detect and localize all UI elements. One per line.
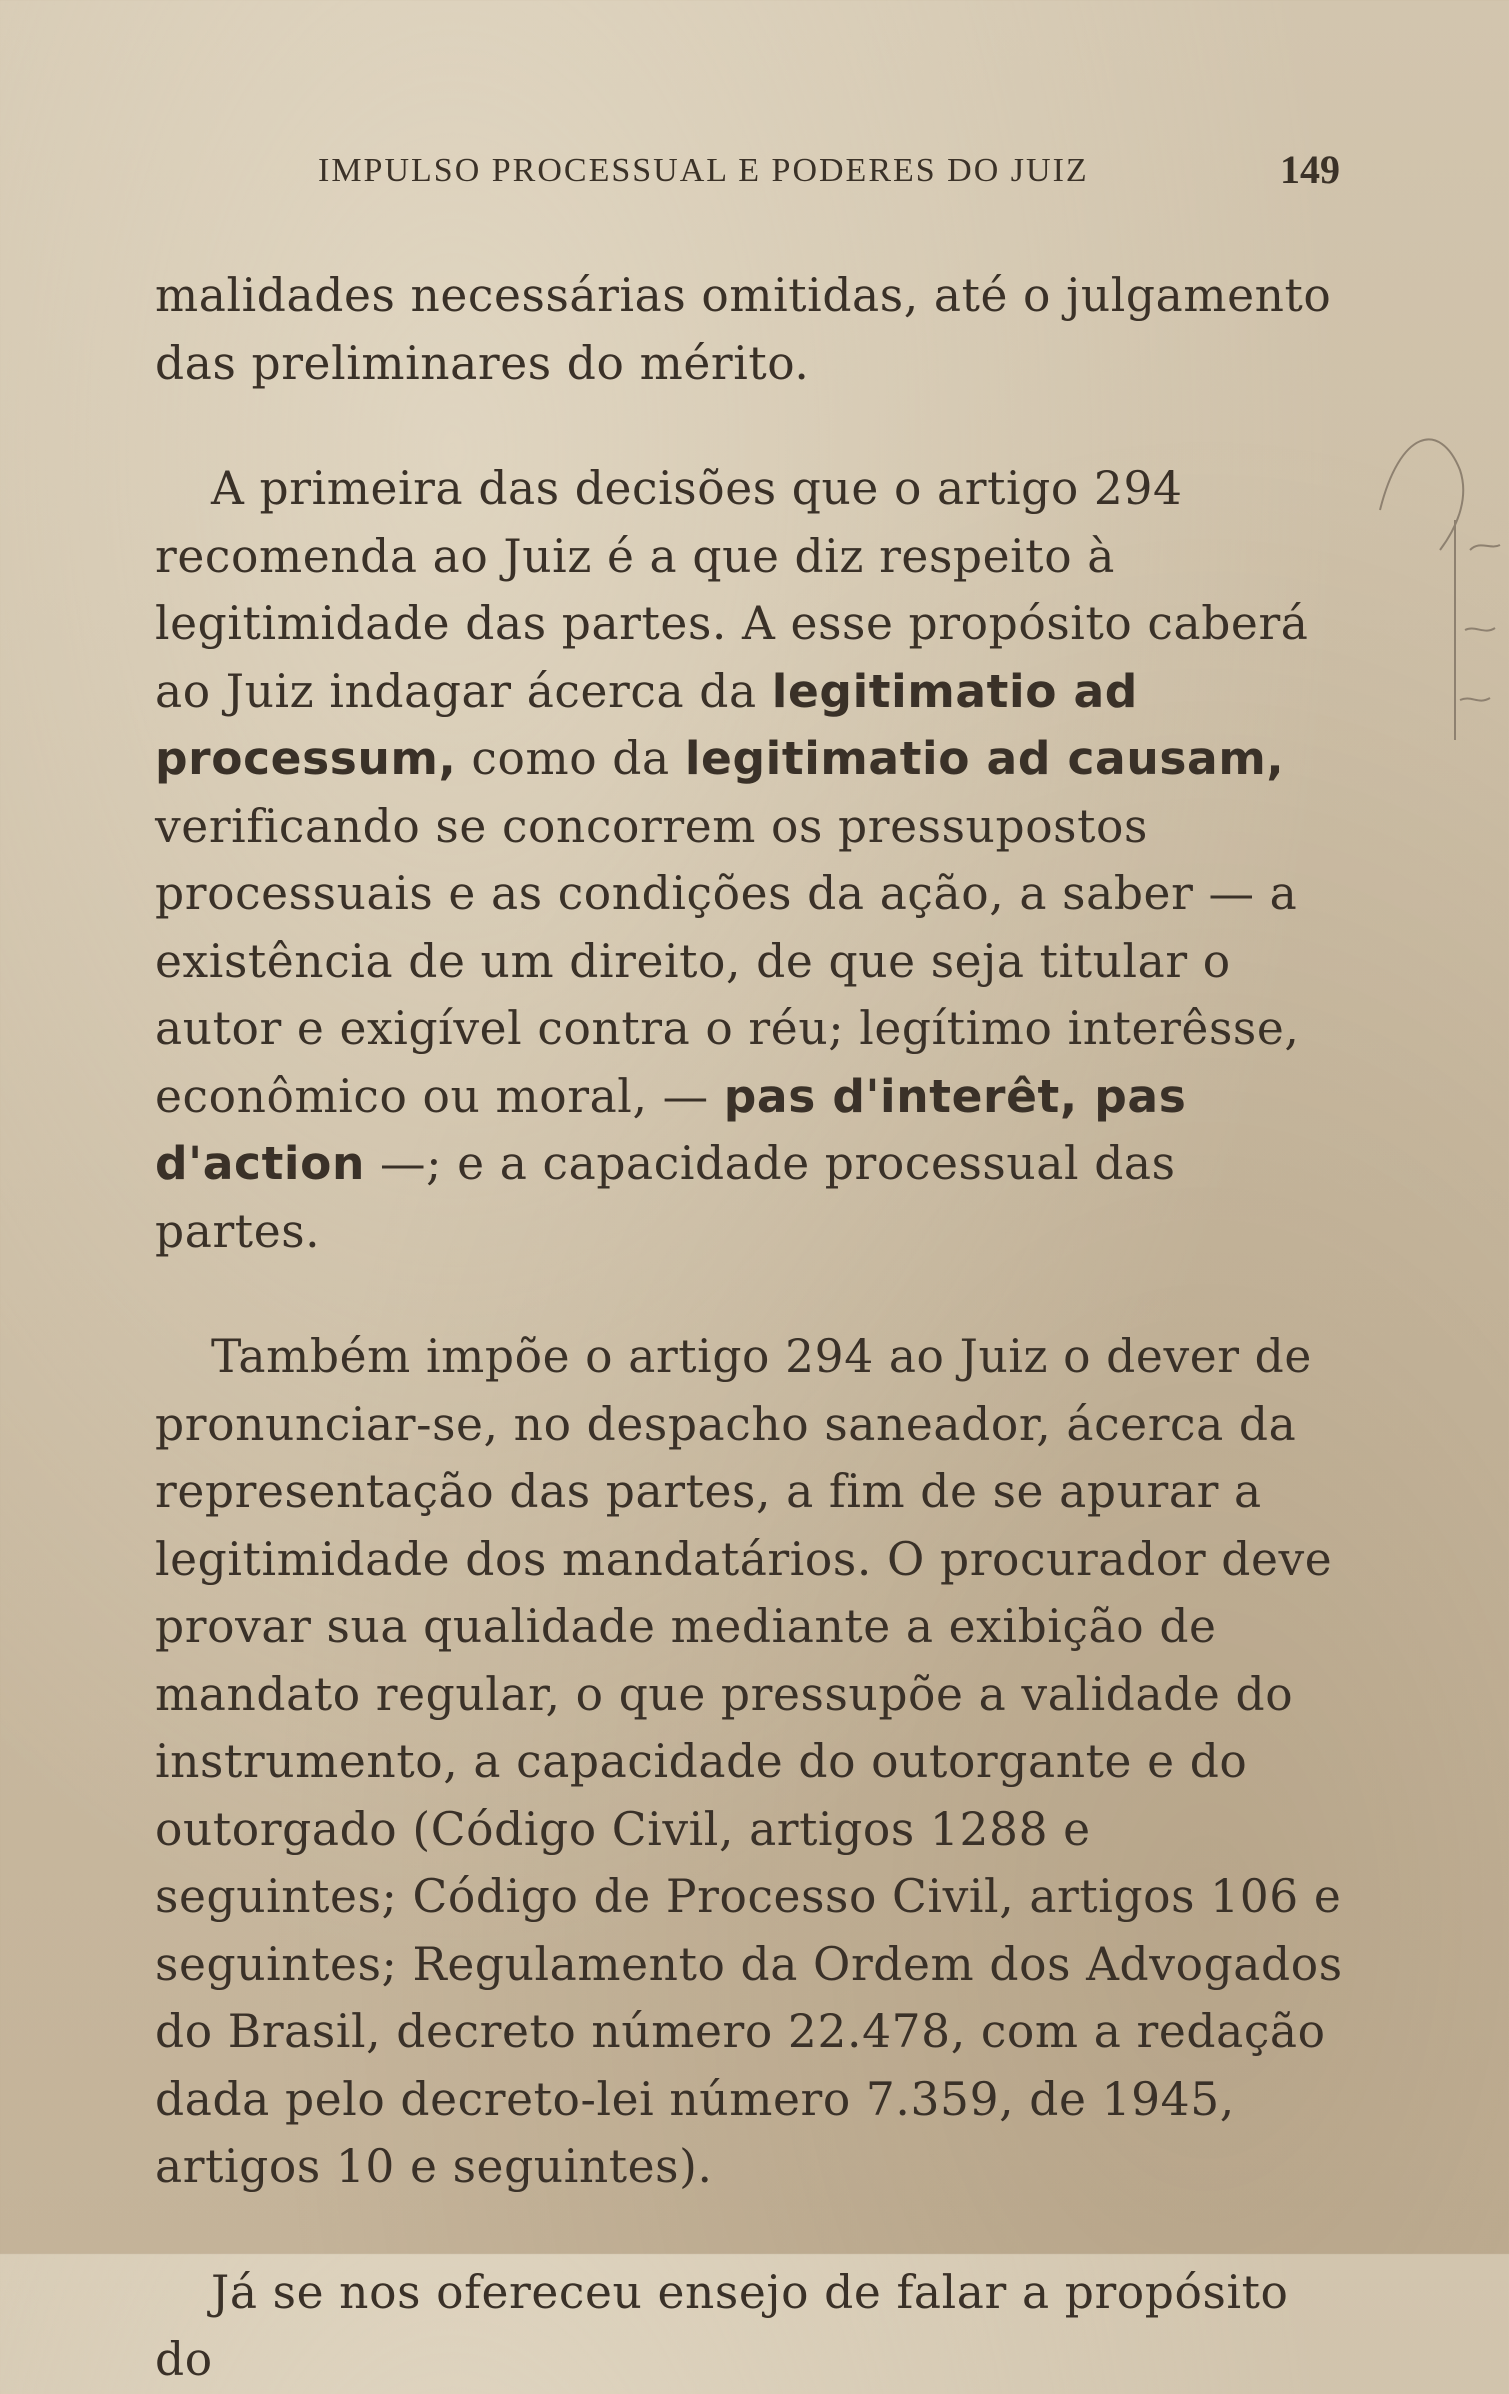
running-title: IMPULSO PROCESSUAL E PODERES DO JUIZ [318,152,1089,189]
latin-term-legitimatio-ad-causam: legitimatio ad causam, [684,732,1285,785]
paragraph-2-text-1: A primeira das decisões que o artigo 294 recomenda ao Juiz é a que diz respeito à legitimidade das partes. A esse propósito caberá ao Juiz indagar ácerca da [155,462,1309,718]
paragraph-1 [155,262,1345,397]
paragraph-4 [155,2259,1345,2394]
running-head [300,147,1350,202]
paragraph-3 [155,1323,1345,2201]
margin-pencil-marks [1360,400,1509,800]
paragraph-2 [155,455,1345,1265]
paragraph-4-text: Já se nos ofereceu ensejo de falar a propósito do [155,2265,1289,2386]
paragraph-3-text: Também impõe o artigo 294 ao Juiz o dever de pronunciar-se, no despacho saneador, ácerca da representação das partes, a fim de se apurar a legitimidade dos mandatários. O procurador deve provar sua qualidade mediante a exibição de mandato regular, o que pressupõe a validade do instrumento, a capacidade do outorgante e do outorgado (Código Civil, artigos 1288 e seguintes; Código de Processo Civil, artigos 106 e seguintes; Regulamento da Ordem dos Advogados do Brasil, decreto número 22.478, com a redação dada pelo decreto-lei número 7.359, de 1945, artigos 10 e seguintes). [155,1330,1343,2193]
page-number: 149 [1280,147,1340,192]
paragraph-2-text-2: como da [456,732,685,785]
paragraph-2-text-3: verificando se concorrem os pressupostos processuais e as condições da ação, a saber — a existência de um direito, de que seja titular o autor e exigível contra o réu; legítimo interêsse, econômico ou moral, — [155,799,1300,1123]
paragraph-2-text-4: —; e a capacidade processual das partes. [155,1137,1176,1258]
paragraph-1-text: malidades necessárias omitidas, até o julgamento das preliminares do mérito. [155,269,1332,390]
french-maxim: pas d'interêt, pas d'action [155,1069,1187,1190]
latin-term-legitimatio-ad-processum: legitimatio ad processum, [155,664,1138,785]
body-text [155,262,1345,2394]
